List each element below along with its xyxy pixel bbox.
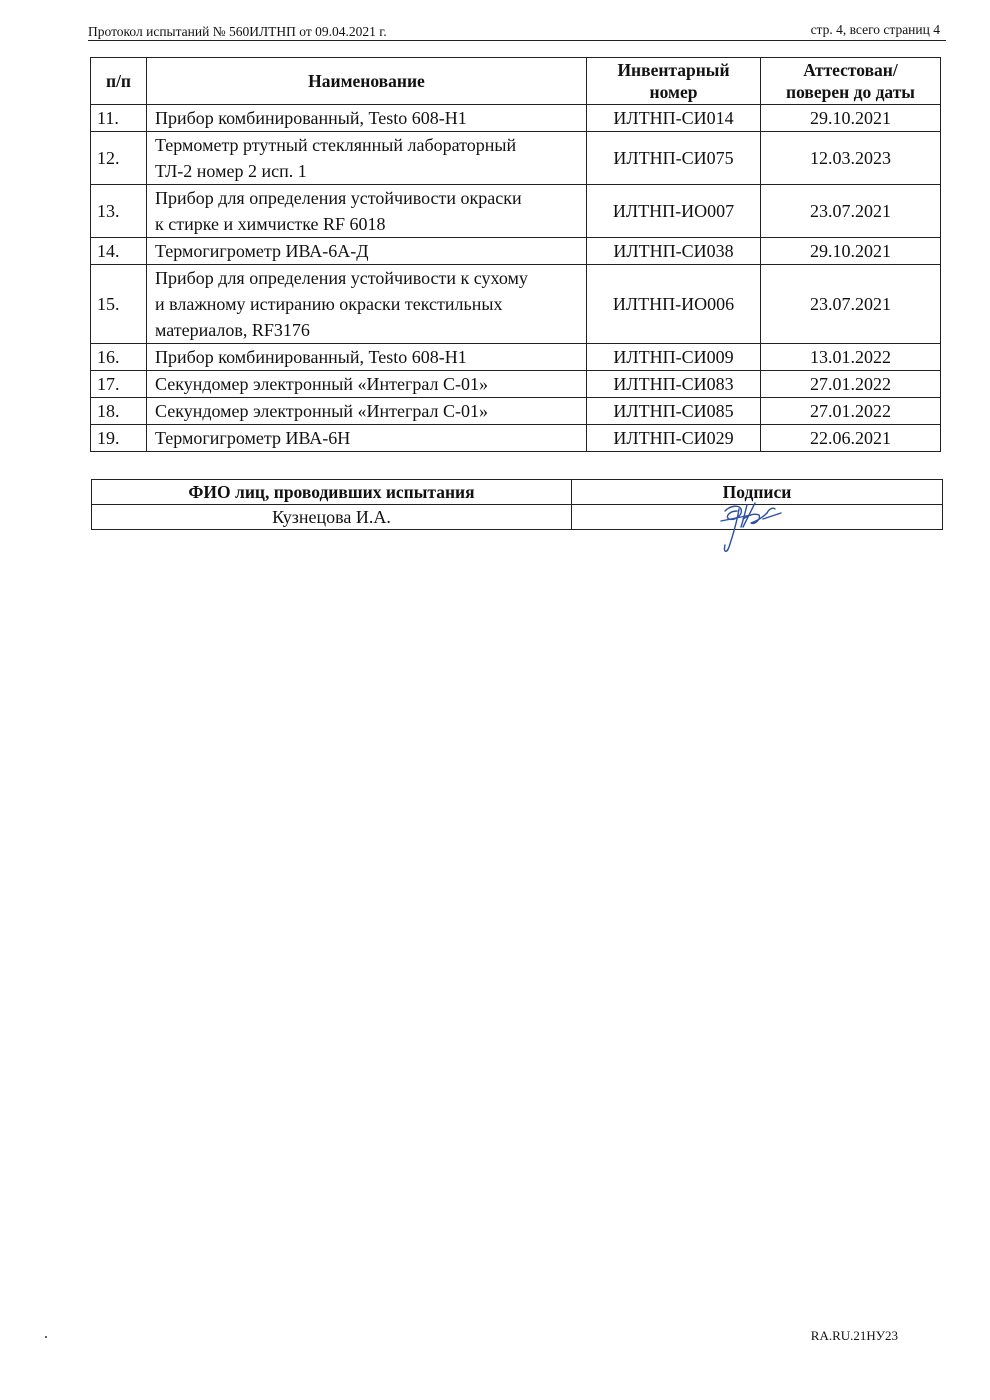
verified-date: 29.10.2021 xyxy=(761,105,941,132)
table-row xyxy=(91,265,941,344)
instrument-name xyxy=(147,344,587,371)
page-header xyxy=(88,22,946,41)
col-header-name: Наименование xyxy=(147,58,587,105)
instrument-name xyxy=(147,132,587,185)
instrument-name-line: Термометр ртутный стеклянный лабораторный xyxy=(155,135,517,155)
person-name: Кузнецова И.А. xyxy=(92,505,572,530)
row-number: 17. xyxy=(91,371,147,398)
signature-row xyxy=(92,505,943,530)
verified-date: 29.10.2021 xyxy=(761,238,941,265)
handwritten-signature xyxy=(717,499,787,557)
inventory-number: ИЛТНП-СИ085 xyxy=(587,398,761,425)
instrument-name-line: Термогигрометр ИВА-6А-Д xyxy=(155,241,369,261)
row-number: 12. xyxy=(91,132,147,185)
instrument-name-line: Прибор для определения устойчивости окраски xyxy=(155,188,522,208)
col-header-persons: ФИО лиц, проводивших испытания xyxy=(92,480,572,505)
table-row xyxy=(91,371,941,398)
equipment-table-body xyxy=(91,105,941,452)
col-header-inventory xyxy=(587,58,761,105)
instrument-name xyxy=(147,105,587,132)
equipment-table-header xyxy=(91,58,941,105)
instrument-name-line: Прибор комбинированный, Testo 608-Н1 xyxy=(155,108,467,128)
inventory-number: ИЛТНП-ИО006 xyxy=(587,265,761,344)
signatures-table xyxy=(91,479,943,530)
col-header-verified xyxy=(761,58,941,105)
verified-date: 27.01.2022 xyxy=(761,371,941,398)
instrument-name xyxy=(147,238,587,265)
col-header-signatures: Подписи xyxy=(572,480,943,505)
table-row xyxy=(91,185,941,238)
instrument-name-line: материалов, RF3176 xyxy=(155,320,310,340)
instrument-name-line: Прибор для определения устойчивости к сухому xyxy=(155,268,528,288)
instrument-name-line: Термогигрометр ИВА-6Н xyxy=(155,428,351,448)
instrument-name-line: Прибор комбинированный, Testo 608-Н1 xyxy=(155,347,467,367)
table-row xyxy=(91,425,941,452)
inventory-number: ИЛТНП-СИ038 xyxy=(587,238,761,265)
table-row xyxy=(91,105,941,132)
row-number: 11. xyxy=(91,105,147,132)
col-header-inventory-line1: Инвентарный xyxy=(617,60,730,80)
inventory-number: ИЛТНП-ИО007 xyxy=(587,185,761,238)
instrument-name xyxy=(147,425,587,452)
row-number: 14. xyxy=(91,238,147,265)
table-row xyxy=(91,132,941,185)
equipment-table xyxy=(90,57,941,452)
instrument-name xyxy=(147,265,587,344)
inventory-number: ИЛТНП-СИ009 xyxy=(587,344,761,371)
inventory-number: ИЛТНП-СИ014 xyxy=(587,105,761,132)
inventory-number: ИЛТНП-СИ083 xyxy=(587,371,761,398)
verified-date: 12.03.2023 xyxy=(761,132,941,185)
verified-date: 23.07.2021 xyxy=(761,185,941,238)
verified-date: 27.01.2022 xyxy=(761,398,941,425)
row-number: 19. xyxy=(91,425,147,452)
protocol-title: Протокол испытаний № 560ИЛТНП от 09.04.2021 г. xyxy=(88,24,387,39)
signature-cell xyxy=(572,505,943,530)
table-row xyxy=(91,344,941,371)
col-header-num: п/п xyxy=(91,58,147,105)
row-number: 13. xyxy=(91,185,147,238)
table-row xyxy=(91,398,941,425)
instrument-name xyxy=(147,371,587,398)
instrument-name xyxy=(147,398,587,425)
instrument-name-line: Секундомер электронный «Интеграл С-01» xyxy=(155,401,488,421)
row-number: 18. xyxy=(91,398,147,425)
instrument-name-line: Секундомер электронный «Интеграл С-01» xyxy=(155,374,488,394)
verified-date: 13.01.2022 xyxy=(761,344,941,371)
page-info: стр. 4, всего страниц 4 xyxy=(810,22,940,37)
footer-code: RA.RU.21НУ23 xyxy=(810,1328,898,1343)
instrument-name-line: и влажному истиранию окраски текстильных xyxy=(155,294,503,314)
scan-speck xyxy=(45,1336,47,1338)
col-header-inventory-line2: номер xyxy=(649,82,698,102)
inventory-number: ИЛТНП-СИ075 xyxy=(587,132,761,185)
instrument-name xyxy=(147,185,587,238)
verified-date: 23.07.2021 xyxy=(761,265,941,344)
instrument-name-line: к стирке и химчистке RF 6018 xyxy=(155,214,386,234)
verified-date: 22.06.2021 xyxy=(761,425,941,452)
table-row xyxy=(91,238,941,265)
instrument-name-line: ТЛ-2 номер 2 исп. 1 xyxy=(155,161,307,181)
inventory-number: ИЛТНП-СИ029 xyxy=(587,425,761,452)
signatures-table-header xyxy=(92,480,943,505)
col-header-verified-line2: поверен до даты xyxy=(786,82,915,102)
row-number: 15. xyxy=(91,265,147,344)
row-number: 16. xyxy=(91,344,147,371)
col-header-verified-line1: Аттестован/ xyxy=(803,60,898,80)
